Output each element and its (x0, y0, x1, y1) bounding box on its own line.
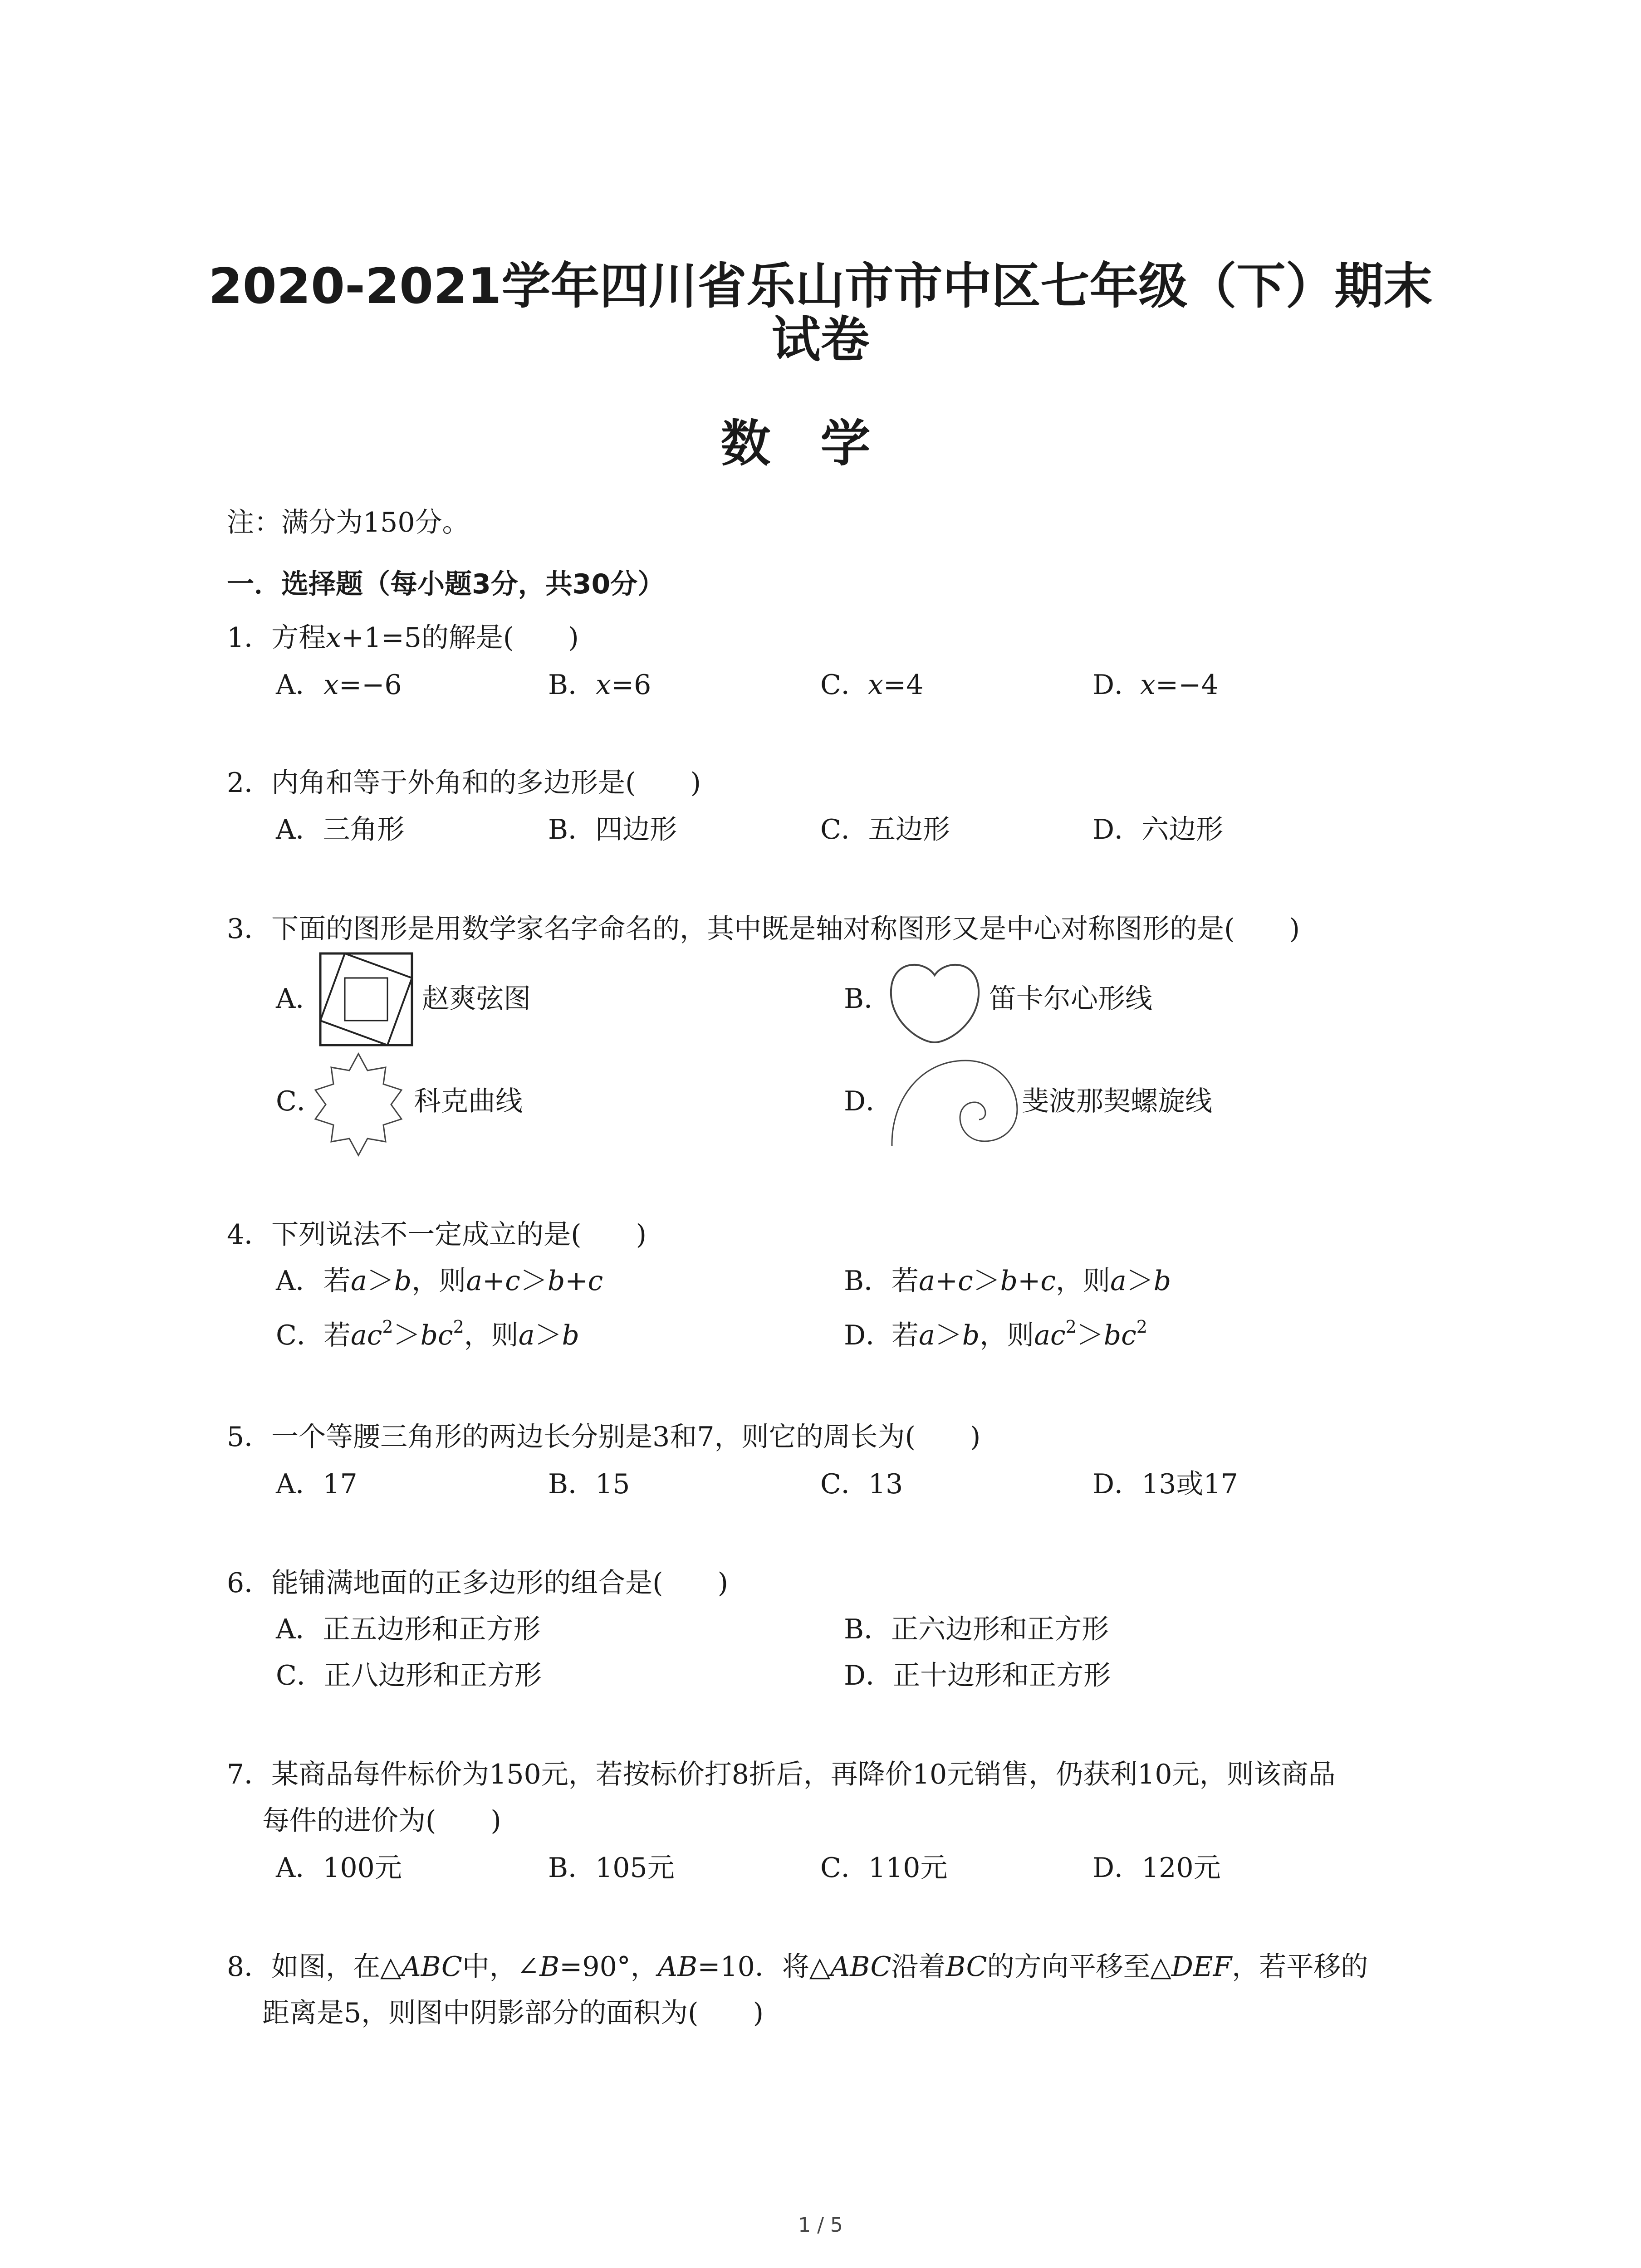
fibonacci-spiral-figure (888, 1057, 1020, 1148)
question-1-option-c[interactable]: C．x=4 (820, 669, 924, 701)
question-5-option-a[interactable]: A．17 (276, 1468, 358, 1500)
question-4-option-a[interactable]: A．若a＞b，则a+c＞b+c (276, 1265, 603, 1297)
question-2-option-b[interactable]: B．四边形 (548, 814, 677, 846)
question-4-option-b[interactable]: B．若a+c＞b+c，则a＞b (844, 1265, 1171, 1297)
question-3-caption-d: 斐波那契螺旋线 (1022, 1085, 1212, 1117)
question-2-option-d[interactable]: D．六边形 (1092, 814, 1224, 846)
question-7-stem-line2: 每件的进价为( ) (262, 1805, 501, 1837)
zhao-shuang-diagram-figure (318, 952, 414, 1047)
question-5-stem: 5．一个等腰三角形的两边长分别是3和7，则它的周长为( ) (227, 1421, 981, 1453)
question-4-option-c[interactable]: C．若$ac^2>bc^2$，则a＞b (276, 1317, 579, 1351)
question-6-option-b[interactable]: B．正六边形和正方形 (844, 1613, 1109, 1645)
page-number: 1 / 5 (798, 2214, 843, 2237)
question-3-caption-b: 笛卡尔心形线 (989, 983, 1152, 1015)
question-3-caption-c: 科克曲线 (414, 1085, 523, 1117)
question-1-option-b[interactable]: B．x=6 (548, 669, 652, 701)
question-6-option-d[interactable]: D．正十边形和正方形 (844, 1660, 1111, 1691)
question-4-option-d[interactable]: D．若a＞b，则$ac^2>bc^2$ (844, 1317, 1147, 1351)
question-3-option-c[interactable]: C． (276, 1085, 324, 1117)
question-7-stem-line1: 7．某商品每件标价为150元，若按标价打8折后，再降价10元销售，仍获利10元，则该商品 (227, 1759, 1336, 1790)
question-6-stem: 6．能铺满地面的正多边形的组合是( ) (227, 1567, 728, 1599)
exam-title-line1: 2020-2021学年四川省乐山市市中区七年级（下）期末 (208, 258, 1433, 315)
question-7-option-b[interactable]: B．105元 (548, 1852, 675, 1884)
question-1-stem: 1．方程x+1=5的解是( ) (227, 622, 579, 654)
question-3-option-b[interactable]: B． (844, 983, 892, 1015)
question-6-option-c[interactable]: C．正八边形和正方形 (276, 1660, 542, 1691)
question-2-option-c[interactable]: C．五边形 (820, 814, 950, 846)
exam-title-line2: 试卷 (771, 312, 870, 368)
question-8-stem-line1: 8．如图，在△ABC中，∠B=90°，AB=10．将△ABC沿着BC的方向平移至△DEF，若平移的 (227, 1951, 1368, 1983)
question-5-option-d[interactable]: D．13或17 (1092, 1468, 1238, 1500)
question-8-stem-line2: 距离是5，则图中阴影部分的面积为( ) (262, 1997, 764, 2029)
question-3-option-d[interactable]: D． (844, 1085, 893, 1117)
question-1-option-a[interactable]: A．x=−6 (276, 669, 402, 701)
score-note: 注：满分为150分。 (227, 507, 470, 538)
koch-snowflake-figure (304, 1050, 413, 1159)
question-3-caption-a: 赵爽弦图 (422, 983, 531, 1015)
question-1-option-d[interactable]: D．x=−4 (1092, 669, 1219, 701)
question-4-stem: 4．下列说法不一定成立的是( ) (227, 1219, 647, 1251)
question-5-option-c[interactable]: C．13 (820, 1468, 903, 1500)
question-7-option-d[interactable]: D．120元 (1092, 1852, 1221, 1884)
subject-title: 数学 (720, 415, 921, 473)
question-3-option-a[interactable]: A． (276, 983, 323, 1015)
question-6-option-a[interactable]: A．正五边形和正方形 (276, 1613, 541, 1645)
question-7-option-c[interactable]: C．110元 (820, 1852, 948, 1884)
question-2-option-a[interactable]: A．三角形 (276, 814, 405, 846)
question-2-stem: 2．内角和等于外角和的多边形是( ) (227, 767, 701, 799)
section-heading-choice: 一．选择题（每小题3分，共30分） (227, 568, 665, 600)
question-3-stem: 3．下面的图形是用数学家名字命名的，其中既是轴对称图形又是中心对称图形的是( ) (227, 913, 1300, 945)
cardioid-figure (888, 958, 981, 1044)
question-7-option-a[interactable]: A．100元 (276, 1852, 402, 1884)
question-5-option-b[interactable]: B．15 (548, 1468, 630, 1500)
